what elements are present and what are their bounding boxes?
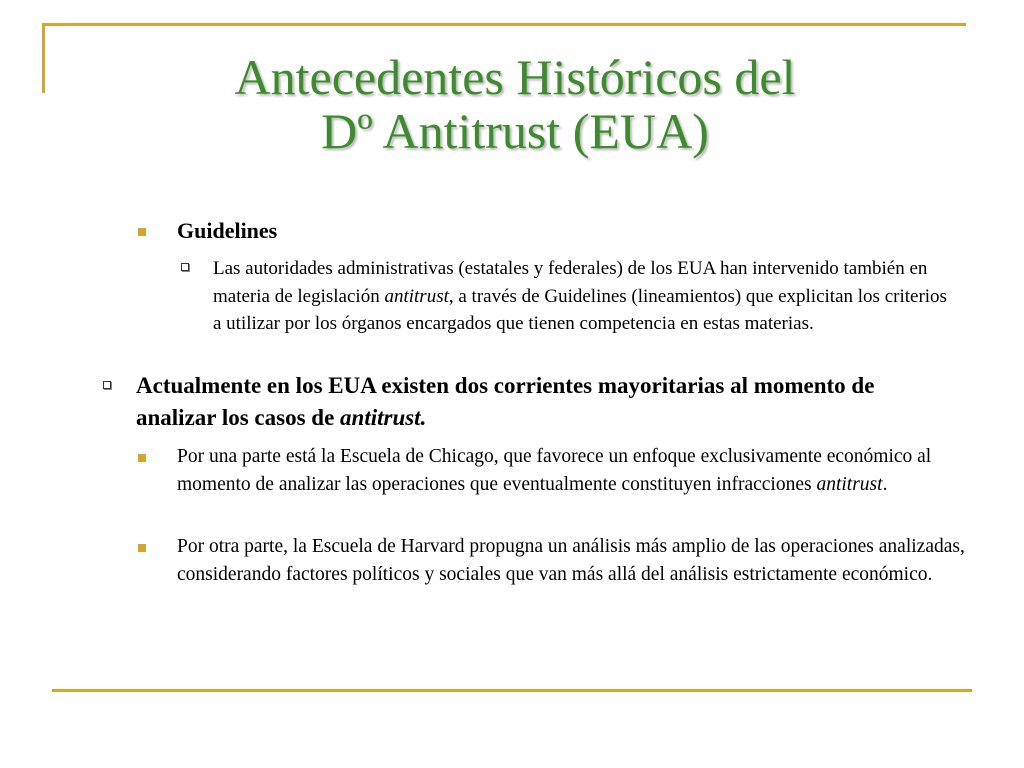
chicago-italic: antitrust <box>816 473 883 495</box>
title-line-2: Dº Antitrust (EUA) <box>321 103 709 159</box>
guidelines-heading: Guidelines <box>177 218 278 243</box>
main-point-paragraph <box>136 370 936 434</box>
top-rule <box>42 23 966 26</box>
main-point-italic: antitrust. <box>340 405 427 430</box>
square-bullet-icon <box>138 454 146 462</box>
main-point-text: Actualmente en los EUA existen dos corrientes mayoritarias al momento de analizar los casos de <box>136 373 875 430</box>
hollow-bullet-icon <box>103 381 111 389</box>
title-line-1: Antecedentes Históricos del <box>234 49 796 105</box>
guidelines-text-start: Las autoridades administrativas (estatales y federales) de los EUA han intervenido también en materia de legislación <box>213 258 928 307</box>
square-bullet-icon <box>138 228 146 236</box>
chicago-school-paragraph <box>177 443 967 498</box>
square-bullet-icon <box>138 544 146 552</box>
guidelines-text-italic: antitrust <box>384 285 449 307</box>
slide-title <box>100 50 930 158</box>
bottom-rule <box>52 689 972 692</box>
chicago-text: Por una parte está la Escuela de Chicago, que favorece un enfoque exclusivamente económico al momento de analizar las operaciones que eventualmente constituyen infracciones <box>177 446 932 495</box>
guidelines-text-end: , a través de Guidelines (lineamientos) que explicitan los criterios a utilizar por los órganos encargados que tienen competencia en estas materias. <box>213 285 947 334</box>
hollow-bullet-icon <box>181 263 189 271</box>
left-rule <box>42 23 45 93</box>
guidelines-paragraph <box>213 255 953 338</box>
harvard-school-paragraph: Por otra parte, la Escuela de Harvard propugna un análisis más amplio de las operaciones analizadas, considerando factores políticos y sociales que van más allá del análisis estrictamente económico. <box>177 536 965 585</box>
chicago-text-end: . <box>882 473 888 495</box>
